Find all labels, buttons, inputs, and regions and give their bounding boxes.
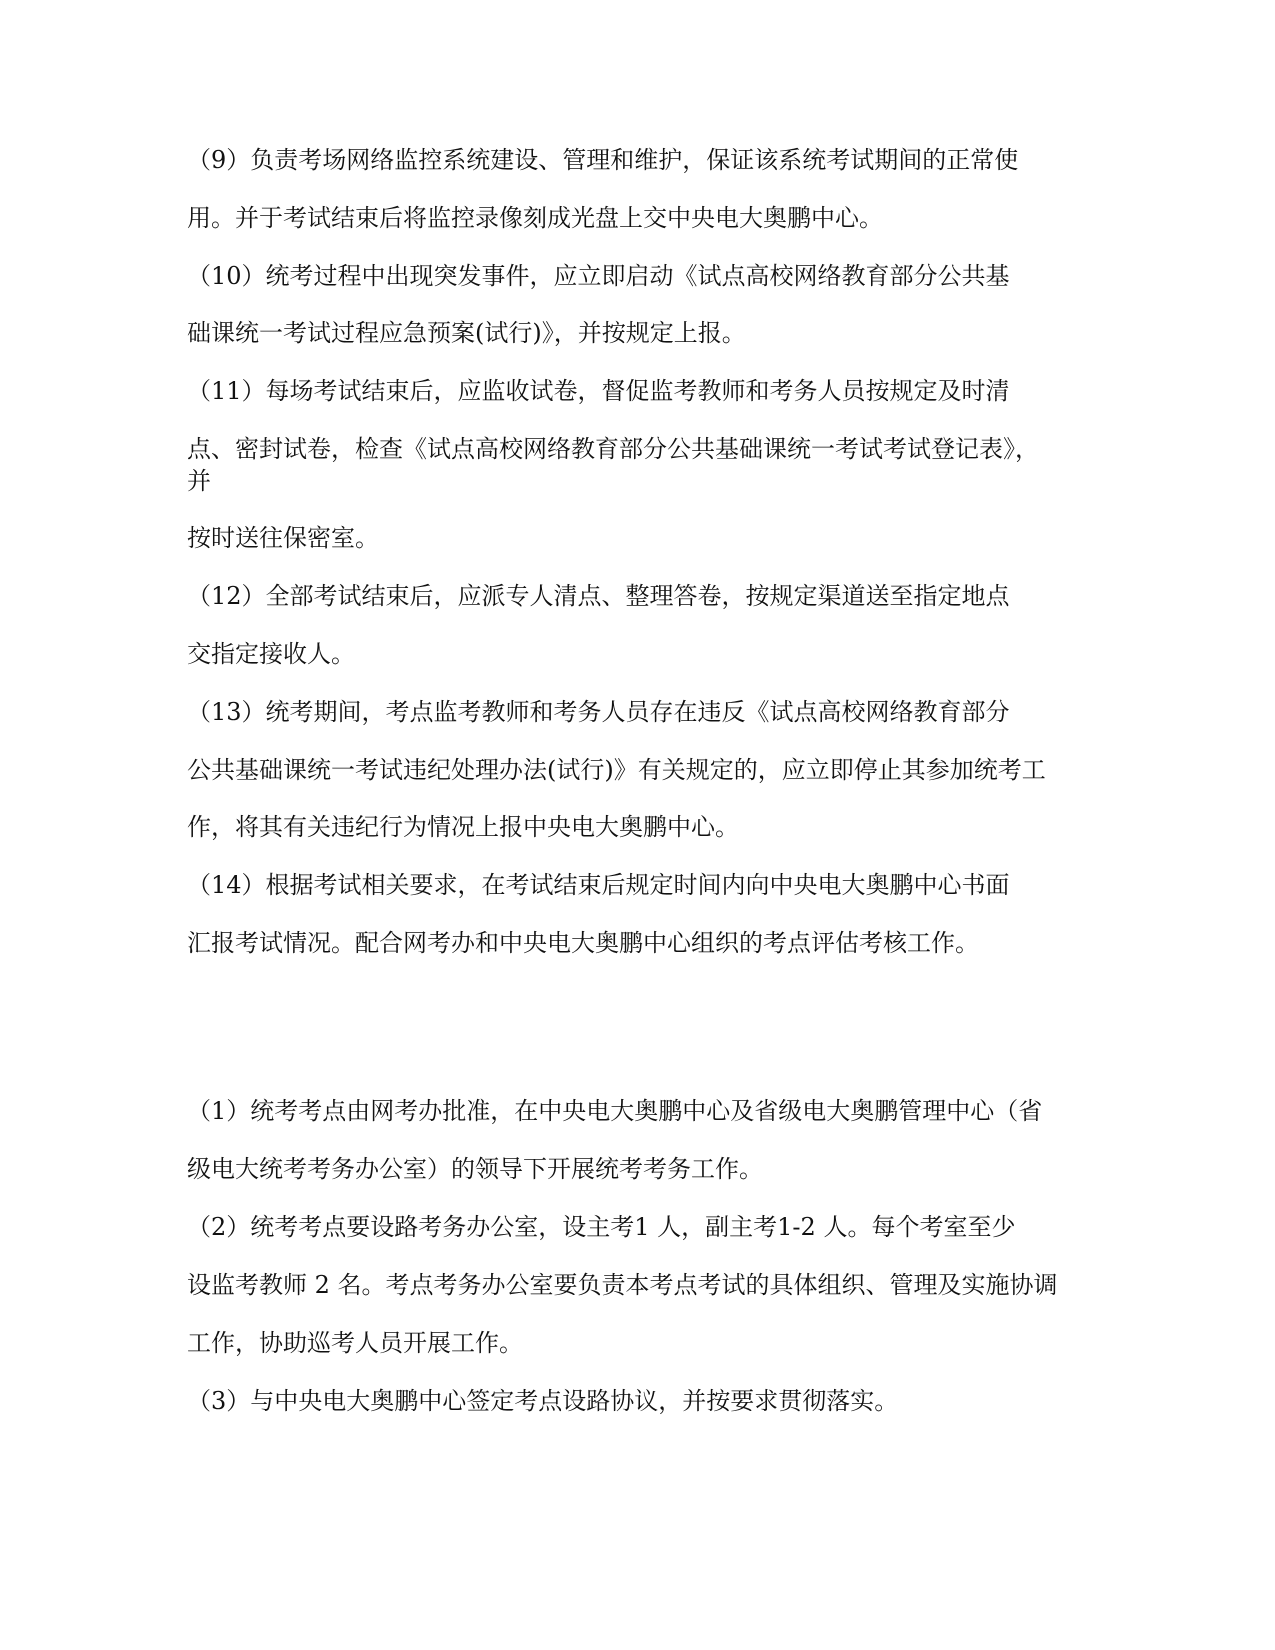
- text-line: 公共基础课统一考试违纪处理办法(试行)》有关规定的，应立即停止其参加统考工: [187, 756, 1046, 784]
- text-line: 汇报考试情况。配合网考办和中央电大奥鹏中心组织的考点评估考核工作。: [187, 929, 979, 957]
- text-line: 设监考教师 2 名。考点考务办公室要负责本考点考试的具体组织、管理及实施协调: [187, 1271, 1058, 1299]
- text-line: （10）统考过程中出现突发事件，应立即启动《试点高校网络教育部分公共基: [187, 262, 1010, 290]
- text-line: 点、密封试卷，检查《试点高校网络教育部分公共基础课统一考试考试登记表》，: [187, 435, 1039, 463]
- text-line: 作，将其有关违纪行为情况上报中央电大奥鹏中心。: [187, 813, 739, 841]
- text-line: （3）与中央电大奥鹏中心签定考点设路协议，并按要求贯彻落实。: [187, 1387, 899, 1415]
- text-line: 交指定接收人。: [187, 640, 355, 668]
- text-line: 础课统一考试过程应急预案(试行)》，并按规定上报。: [187, 319, 746, 347]
- text-line: （1）统考考点由网考办批准，在中央电大奥鹏中心及省级电大奥鹏管理中心（省: [187, 1097, 1043, 1125]
- text-line: （9）负责考场网络监控系统建设、管理和维护，保证该系统考试期间的正常使: [187, 146, 1019, 174]
- text-line: （11）每场考试结束后，应监收试卷，督促监考教师和考务人员按规定及时清: [187, 377, 1010, 405]
- text-line: （12）全部考试结束后，应派专人清点、整理答卷，按规定渠道送至指定地点: [187, 582, 1010, 610]
- text-line: 级电大统考考务办公室）的领导下开展统考考务工作。: [187, 1155, 763, 1183]
- text-line: （2）统考考点要设路考务办公室，设主考1 人，副主考1-2 人。每个考室至少: [187, 1213, 1016, 1241]
- text-line: 工作，协助巡考人员开展工作。: [187, 1329, 523, 1357]
- text-line: 按时送往保密室。: [187, 524, 379, 552]
- text-line: （13）统考期间，考点监考教师和考务人员存在违反《试点高校网络教育部分: [187, 698, 1010, 726]
- text-line: 并: [187, 467, 211, 495]
- text-line: （14）根据考试相关要求，在考试结束后规定时间内向中央电大奥鹏中心书面: [187, 871, 1010, 899]
- text-line: 用。并于考试结束后将监控录像刻成光盘上交中央电大奥鹏中心。: [187, 204, 883, 232]
